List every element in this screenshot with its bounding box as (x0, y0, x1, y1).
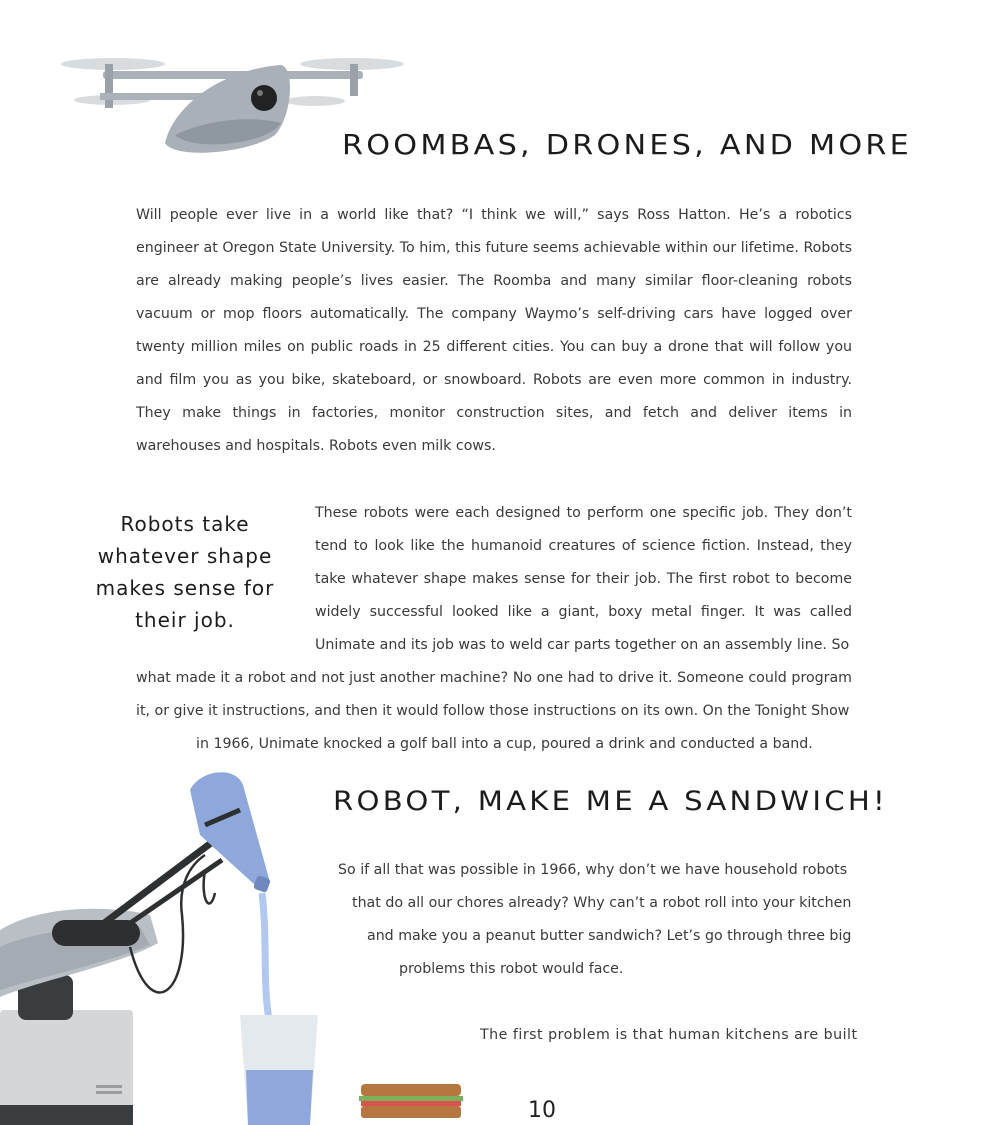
paragraph-robots-designed: These robots were each designed to perform one specific job. They don’t tend to look like the humanoid creatures of science fiction. Instead, they take whatever shape makes sense for their job. The first robot to become widely successful looked like a giant, boxy metal finger. It was called Unimate and its job was to weld car parts together on an assembly line. So (315, 505, 852, 653)
paragraph-intro: Will people ever live in a world like that? “I think we will,” says Ross Hatton. He’s a robotics engineer at Oregon State University. To him, this future seems achievable within our lifetime. Robots are already making people’s lives easier. The Roomba and many similar floor-cleaning robots vacuum or mop floors automatically. The company Waymo’s self-driving cars have logged over twenty million miles on public roads in 25 different cities. You can buy a drone that will follow you and film you as you bike, skateboard, or snowboard. Robots are even more common in industry. They make things in factories, monitor construction sites, and fetch and deliver items in warehouses and hospitals. Robots even milk cows. (136, 207, 852, 454)
paragraph-robots-designed-end: in 1966, Unimate knocked a golf ball into a cup, poured a drink and conducted a band. (196, 736, 813, 752)
page-number: 10 (528, 1098, 556, 1123)
section-heading-sandwich: ROBOT, MAKE ME A SANDWICH! (333, 786, 888, 817)
paragraph-first-problem: The first problem is that human kitchens are built (480, 1027, 858, 1043)
paragraph-sandwich-line: problems this robot would face. (399, 961, 624, 977)
sandwich-illustration (355, 1080, 470, 1125)
pull-quote: Robots take whatever shape makes sense for their job. (95, 512, 275, 632)
paragraph-robots-designed-continued: what made it a robot and not just another machine? No one had to drive it. Someone could program it, or give it instructions, and then it would follow those instructions on its own. On the Tonight Show (136, 670, 852, 719)
robot-arm-pouring-illustration (0, 765, 340, 1125)
paragraph-sandwich-line: So if all that was possible in 1966, why don’t we have household robots (338, 862, 848, 878)
section-heading-roombas: ROOMBAS, DRONES, AND MORE (342, 128, 913, 161)
paragraph-sandwich-line: and make you a peanut butter sandwich? Let’s go through three big (367, 928, 852, 944)
paragraph-sandwich-line: that do all our chores already? Why can’t a robot roll into your kitchen (352, 895, 852, 911)
